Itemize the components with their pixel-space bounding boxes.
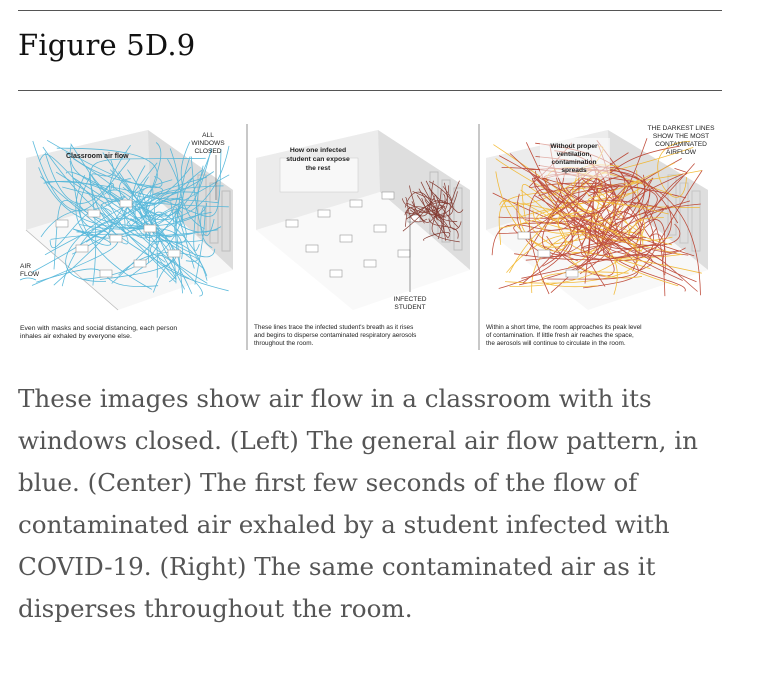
air-flow-icon — [20, 278, 36, 280]
panel-right-title-4: spreads — [561, 167, 587, 174]
panel-center — [254, 130, 470, 347]
top-rule — [18, 10, 722, 11]
dark-lines-label-1: THE DARKEST LINES — [647, 125, 715, 132]
infected-label-1: INFECTED — [393, 296, 427, 303]
dark-lines-label-3: CONTAMINATED — [655, 141, 707, 148]
panel-right-caption-3: the aerosols will continue to circulate in the room. — [486, 340, 626, 347]
closed-label-1: ALL — [202, 132, 214, 139]
panel-center-caption-1: These lines trace the infected student's breath as it rises — [254, 324, 414, 331]
panel-left — [20, 130, 233, 340]
panel-center-caption-2: and begins to disperse contaminated respiratory aerosols — [254, 332, 417, 339]
title-rule — [18, 90, 722, 91]
classroom-airflow-figure — [18, 120, 722, 352]
panel-right — [486, 125, 715, 347]
figure-caption: These images show air flow in a classroom with its windows closed. (Left) The general air flow pattern, in blue. (Center) The first few seconds of the flow of contaminated air exhaled by a student infected with COVID-19. (Right) The same contaminated air as it disperses throughout the room. — [18, 384, 698, 623]
air-label-2: FLOW — [20, 271, 40, 278]
panel-left-caption-1: Even with masks and social distancing, each person — [20, 325, 178, 332]
closed-label-3: CLOSED — [194, 148, 222, 155]
panel-center-title-3: the rest — [305, 165, 331, 172]
panel-center-title-1: How one infected — [289, 147, 347, 154]
panel-left-caption-2: inhales air exhaled by everyone else. — [20, 333, 132, 340]
air-label-1: AIR — [20, 263, 31, 270]
panel-right-title-1: Without proper — [550, 143, 598, 150]
panel-right-title-2: ventilation, — [556, 151, 592, 158]
panel-center-caption-3: throughout the room. — [254, 340, 314, 347]
panel-right-caption-2: of contamination. If little fresh air reaches the space, — [486, 332, 634, 339]
closed-label-2: WINDOWS — [191, 140, 225, 147]
dark-lines-label-2: SHOW THE MOST — [652, 133, 710, 140]
dark-lines-label-4: AIRFLOW — [665, 149, 697, 156]
infected-label-2: STUDENT — [394, 304, 426, 311]
panel-right-title-3: contamination — [551, 159, 597, 166]
panel-right-caption-1: Within a short time, the room approaches its peak level — [486, 324, 642, 331]
figure-title: Figure 5D.9 — [18, 28, 196, 62]
panel-center-title-2: student can expose — [286, 156, 350, 163]
panel-left-title: Classroom air flow — [66, 153, 129, 160]
